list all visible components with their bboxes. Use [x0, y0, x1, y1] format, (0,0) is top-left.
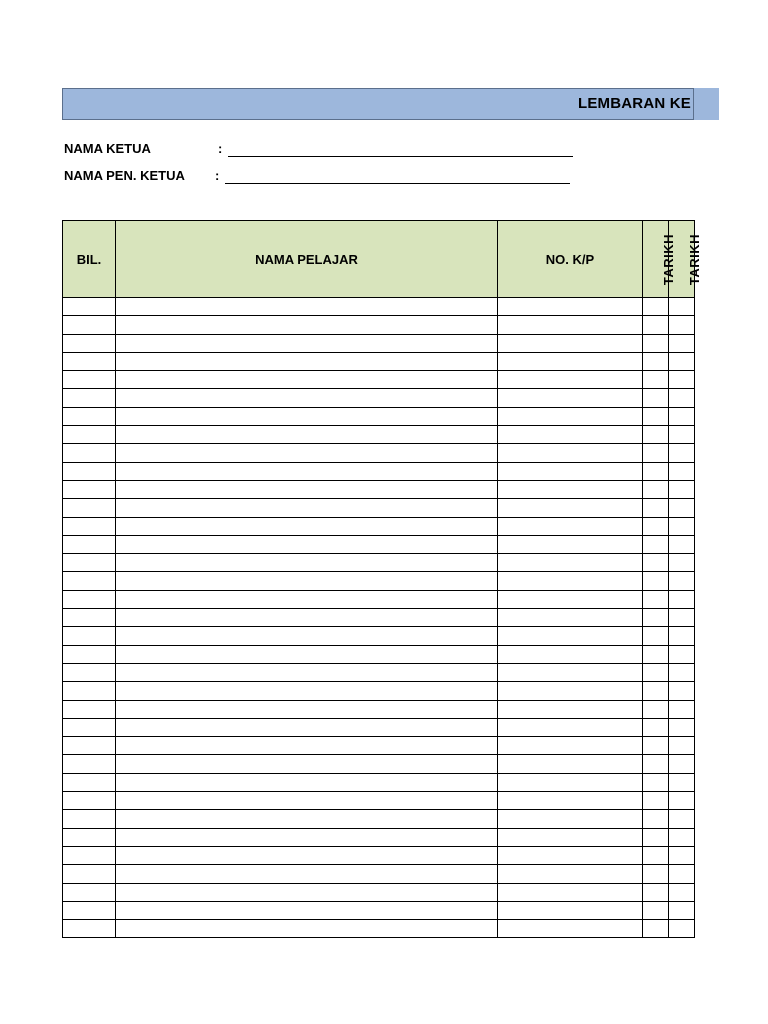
cell-no-kp[interactable] — [498, 298, 643, 316]
cell-tarikh-1[interactable] — [643, 352, 669, 370]
nama-pen-ketua-colon: : — [215, 168, 220, 183]
cell-nama-pelajar[interactable] — [116, 810, 498, 828]
cell-bil[interactable] — [63, 572, 116, 590]
cell-nama-pelajar[interactable] — [116, 480, 498, 498]
cell-no-kp[interactable] — [498, 663, 643, 681]
cell-no-kp[interactable] — [498, 645, 643, 663]
cell-nama-pelajar[interactable] — [116, 407, 498, 425]
cell-tarikh-1[interactable] — [643, 773, 669, 791]
table-row — [63, 298, 695, 316]
cell-bil[interactable] — [63, 792, 116, 810]
cell-tarikh-2[interactable] — [669, 682, 695, 700]
cell-tarikh-1[interactable] — [643, 901, 669, 919]
table-row — [63, 718, 695, 736]
cell-tarikh-2[interactable] — [669, 316, 695, 334]
cell-no-kp[interactable] — [498, 590, 643, 608]
cell-no-kp[interactable] — [498, 792, 643, 810]
cell-no-kp[interactable] — [498, 517, 643, 535]
cell-bil[interactable] — [63, 883, 116, 901]
cell-no-kp[interactable] — [498, 480, 643, 498]
cell-bil[interactable] — [63, 517, 116, 535]
cell-tarikh-2[interactable] — [669, 810, 695, 828]
cell-bil[interactable] — [63, 920, 116, 938]
cell-nama-pelajar[interactable] — [116, 334, 498, 352]
cell-tarikh-2[interactable] — [669, 846, 695, 864]
cell-tarikh-2[interactable] — [669, 407, 695, 425]
cell-bil[interactable] — [63, 444, 116, 462]
cell-tarikh-2[interactable] — [669, 426, 695, 444]
cell-tarikh-2[interactable] — [669, 792, 695, 810]
cell-tarikh-1[interactable] — [643, 865, 669, 883]
cell-tarikh-1[interactable] — [643, 535, 669, 553]
cell-no-kp[interactable] — [498, 700, 643, 718]
table-body — [63, 298, 695, 938]
cell-nama-pelajar[interactable] — [116, 444, 498, 462]
table-row — [63, 700, 695, 718]
cell-tarikh-2[interactable] — [669, 718, 695, 736]
cell-tarikh-1[interactable] — [643, 645, 669, 663]
cell-bil[interactable] — [63, 755, 116, 773]
nama-ketua-field — [64, 141, 223, 156]
cell-nama-pelajar[interactable] — [116, 865, 498, 883]
cell-tarikh-1[interactable] — [643, 755, 669, 773]
student-table — [62, 220, 703, 938]
cell-no-kp[interactable] — [498, 462, 643, 480]
cell-bil[interactable] — [63, 609, 116, 627]
table-row — [63, 846, 695, 864]
cell-nama-pelajar[interactable] — [116, 535, 498, 553]
nama-ketua-label: NAMA KETUA — [64, 141, 151, 156]
table-row — [63, 462, 695, 480]
cell-nama-pelajar[interactable] — [116, 371, 498, 389]
cell-tarikh-2[interactable] — [669, 755, 695, 773]
cell-bil[interactable] — [63, 426, 116, 444]
table-header-row — [63, 221, 695, 298]
cell-nama-pelajar[interactable] — [116, 298, 498, 316]
nama-pen-ketua-label: NAMA PEN. KETUA — [64, 168, 185, 183]
table-row — [63, 682, 695, 700]
cell-tarikh-1[interactable] — [643, 627, 669, 645]
table-row — [63, 572, 695, 590]
cell-bil[interactable] — [63, 371, 116, 389]
cell-tarikh-2[interactable] — [669, 389, 695, 407]
cell-nama-pelajar[interactable] — [116, 627, 498, 645]
nama-ketua-blank-line[interactable] — [228, 155, 573, 157]
cell-tarikh-2[interactable] — [669, 627, 695, 645]
table-row — [63, 499, 695, 517]
cell-bil[interactable] — [63, 737, 116, 755]
table-row — [63, 316, 695, 334]
cell-no-kp[interactable] — [498, 316, 643, 334]
table-row — [63, 792, 695, 810]
cell-tarikh-2[interactable] — [669, 444, 695, 462]
cell-tarikh-2[interactable] — [669, 590, 695, 608]
cell-tarikh-1[interactable] — [643, 334, 669, 352]
cell-nama-pelajar[interactable] — [116, 718, 498, 736]
table-row — [63, 535, 695, 553]
cell-no-kp[interactable] — [498, 755, 643, 773]
cell-tarikh-2[interactable] — [669, 883, 695, 901]
cell-bil[interactable] — [63, 627, 116, 645]
cell-tarikh-1[interactable] — [643, 371, 669, 389]
cell-tarikh-2[interactable] — [669, 865, 695, 883]
nama-pen-ketua-blank-line[interactable] — [225, 182, 570, 184]
table-row — [63, 554, 695, 572]
cell-nama-pelajar[interactable] — [116, 645, 498, 663]
table-row — [63, 590, 695, 608]
cell-no-kp[interactable] — [498, 901, 643, 919]
table-row — [63, 773, 695, 791]
cell-tarikh-1[interactable] — [643, 572, 669, 590]
cell-tarikh-1[interactable] — [643, 737, 669, 755]
cell-nama-pelajar[interactable] — [116, 352, 498, 370]
cell-tarikh-2[interactable] — [669, 352, 695, 370]
cell-bil[interactable] — [63, 645, 116, 663]
cell-no-kp[interactable] — [498, 426, 643, 444]
cell-bil[interactable] — [63, 499, 116, 517]
header-no-kp: NO. K/P — [498, 221, 643, 298]
cell-tarikh-1[interactable] — [643, 663, 669, 681]
cell-tarikh-2[interactable] — [669, 517, 695, 535]
cell-tarikh-1[interactable] — [643, 792, 669, 810]
cell-nama-pelajar[interactable] — [116, 901, 498, 919]
cell-bil[interactable] — [63, 718, 116, 736]
cell-tarikh-2[interactable] — [669, 554, 695, 572]
cell-tarikh-1[interactable] — [643, 444, 669, 462]
cell-tarikh-1[interactable] — [643, 517, 669, 535]
cell-tarikh-1[interactable] — [643, 499, 669, 517]
cell-bil[interactable] — [63, 682, 116, 700]
cell-nama-pelajar[interactable] — [116, 883, 498, 901]
cell-tarikh-2[interactable] — [669, 828, 695, 846]
cell-nama-pelajar[interactable] — [116, 590, 498, 608]
table-row — [63, 828, 695, 846]
cell-nama-pelajar[interactable] — [116, 773, 498, 791]
table-row — [63, 480, 695, 498]
cell-no-kp[interactable] — [498, 572, 643, 590]
cell-no-kp[interactable] — [498, 883, 643, 901]
cell-bil[interactable] — [63, 352, 116, 370]
cell-tarikh-1[interactable] — [643, 718, 669, 736]
cell-nama-pelajar[interactable] — [116, 828, 498, 846]
cell-no-kp[interactable] — [498, 389, 643, 407]
cell-tarikh-1[interactable] — [643, 846, 669, 864]
table-row — [63, 663, 695, 681]
cell-no-kp[interactable] — [498, 609, 643, 627]
cell-bil[interactable] — [63, 554, 116, 572]
cell-tarikh-2[interactable] — [669, 645, 695, 663]
cell-tarikh-1[interactable] — [643, 298, 669, 316]
table-row — [63, 371, 695, 389]
cell-tarikh-2[interactable] — [669, 901, 695, 919]
cell-bil[interactable] — [63, 865, 116, 883]
cell-no-kp[interactable] — [498, 828, 643, 846]
header-nama-pelajar: NAMA PELAJAR — [116, 221, 498, 298]
cell-tarikh-2[interactable] — [669, 462, 695, 480]
cell-tarikh-2[interactable] — [669, 499, 695, 517]
cell-tarikh-1[interactable] — [643, 700, 669, 718]
cell-nama-pelajar[interactable] — [116, 700, 498, 718]
cell-bil[interactable] — [63, 846, 116, 864]
title-bar-overflow — [694, 88, 719, 120]
cell-tarikh-2[interactable] — [669, 480, 695, 498]
header-bil: BIL. — [63, 221, 116, 298]
cell-bil[interactable] — [63, 663, 116, 681]
table-row — [63, 901, 695, 919]
cell-tarikh-1[interactable] — [643, 920, 669, 938]
cell-nama-pelajar[interactable] — [116, 682, 498, 700]
table-row — [63, 407, 695, 425]
header-tarikh-2-label: TARIKH — [687, 233, 703, 285]
cell-nama-pelajar[interactable] — [116, 572, 498, 590]
cell-bil[interactable] — [63, 407, 116, 425]
table-row — [63, 444, 695, 462]
cell-bil[interactable] — [63, 828, 116, 846]
cell-no-kp[interactable] — [498, 810, 643, 828]
cell-nama-pelajar[interactable] — [116, 792, 498, 810]
cell-nama-pelajar[interactable] — [116, 426, 498, 444]
cell-bil[interactable] — [63, 901, 116, 919]
cell-tarikh-1[interactable] — [643, 426, 669, 444]
table-row — [63, 810, 695, 828]
cell-bil[interactable] — [63, 462, 116, 480]
cell-tarikh-2[interactable] — [669, 609, 695, 627]
cell-no-kp[interactable] — [498, 352, 643, 370]
cell-tarikh-1[interactable] — [643, 389, 669, 407]
table-row — [63, 517, 695, 535]
cell-bil[interactable] — [63, 480, 116, 498]
table-row — [63, 737, 695, 755]
table-row — [63, 389, 695, 407]
cell-no-kp[interactable] — [498, 535, 643, 553]
cell-tarikh-1[interactable] — [643, 609, 669, 627]
table-row — [63, 352, 695, 370]
cell-tarikh-2[interactable] — [669, 572, 695, 590]
cell-tarikh-2[interactable] — [669, 535, 695, 553]
cell-no-kp[interactable] — [498, 554, 643, 572]
cell-tarikh-1[interactable] — [643, 480, 669, 498]
cell-no-kp[interactable] — [498, 499, 643, 517]
cell-nama-pelajar[interactable] — [116, 737, 498, 755]
cell-no-kp[interactable] — [498, 865, 643, 883]
cell-bil[interactable] — [63, 773, 116, 791]
cell-tarikh-2[interactable] — [669, 371, 695, 389]
cell-no-kp[interactable] — [498, 846, 643, 864]
header-tarikh-1 — [643, 221, 677, 298]
cell-no-kp[interactable] — [498, 737, 643, 755]
cell-tarikh-2[interactable] — [669, 700, 695, 718]
nama-ketua-colon: : — [218, 141, 223, 156]
cell-nama-pelajar[interactable] — [116, 316, 498, 334]
cell-tarikh-2[interactable] — [669, 920, 695, 938]
table-row — [63, 920, 695, 938]
cell-no-kp[interactable] — [498, 920, 643, 938]
cell-bil[interactable] — [63, 590, 116, 608]
cell-nama-pelajar[interactable] — [116, 846, 498, 864]
table-row — [63, 334, 695, 352]
cell-bil[interactable] — [63, 810, 116, 828]
table-row — [63, 883, 695, 901]
cell-tarikh-2[interactable] — [669, 773, 695, 791]
cell-no-kp[interactable] — [498, 407, 643, 425]
sheet-title: LEMBARAN KE — [577, 95, 691, 112]
cell-bil[interactable] — [63, 389, 116, 407]
cell-bil[interactable] — [63, 298, 116, 316]
cell-nama-pelajar[interactable] — [116, 517, 498, 535]
table-row — [63, 755, 695, 773]
table-row — [63, 645, 695, 663]
cell-no-kp[interactable] — [498, 334, 643, 352]
cell-tarikh-1[interactable] — [643, 828, 669, 846]
cell-tarikh-1[interactable] — [643, 883, 669, 901]
cell-no-kp[interactable] — [498, 627, 643, 645]
cell-tarikh-1[interactable] — [643, 590, 669, 608]
cell-tarikh-1[interactable] — [643, 316, 669, 334]
cell-tarikh-2[interactable] — [669, 334, 695, 352]
cell-nama-pelajar[interactable] — [116, 755, 498, 773]
table-row — [63, 426, 695, 444]
header-tarikh-1-label: TARIKH — [661, 233, 677, 285]
cell-tarikh-1[interactable] — [643, 682, 669, 700]
cell-no-kp[interactable] — [498, 371, 643, 389]
cell-tarikh-1[interactable] — [643, 407, 669, 425]
cell-tarikh-2[interactable] — [669, 298, 695, 316]
cell-nama-pelajar[interactable] — [116, 663, 498, 681]
title-bar — [62, 88, 694, 120]
cell-nama-pelajar[interactable] — [116, 920, 498, 938]
table-row — [63, 609, 695, 627]
cell-tarikh-1[interactable] — [643, 554, 669, 572]
cell-bil[interactable] — [63, 535, 116, 553]
cell-bil[interactable] — [63, 316, 116, 334]
cell-nama-pelajar[interactable] — [116, 389, 498, 407]
cell-tarikh-1[interactable] — [643, 810, 669, 828]
table-row — [63, 627, 695, 645]
cell-nama-pelajar[interactable] — [116, 609, 498, 627]
cell-nama-pelajar[interactable] — [116, 462, 498, 480]
nama-pen-ketua-field — [64, 168, 220, 183]
cell-bil[interactable] — [63, 700, 116, 718]
cell-tarikh-2[interactable] — [669, 737, 695, 755]
cell-nama-pelajar[interactable] — [116, 554, 498, 572]
cell-no-kp[interactable] — [498, 718, 643, 736]
cell-nama-pelajar[interactable] — [116, 499, 498, 517]
cell-bil[interactable] — [63, 334, 116, 352]
cell-no-kp[interactable] — [498, 682, 643, 700]
cell-tarikh-1[interactable] — [643, 462, 669, 480]
cell-no-kp[interactable] — [498, 444, 643, 462]
cell-no-kp[interactable] — [498, 773, 643, 791]
cell-tarikh-2[interactable] — [669, 663, 695, 681]
table-row — [63, 865, 695, 883]
